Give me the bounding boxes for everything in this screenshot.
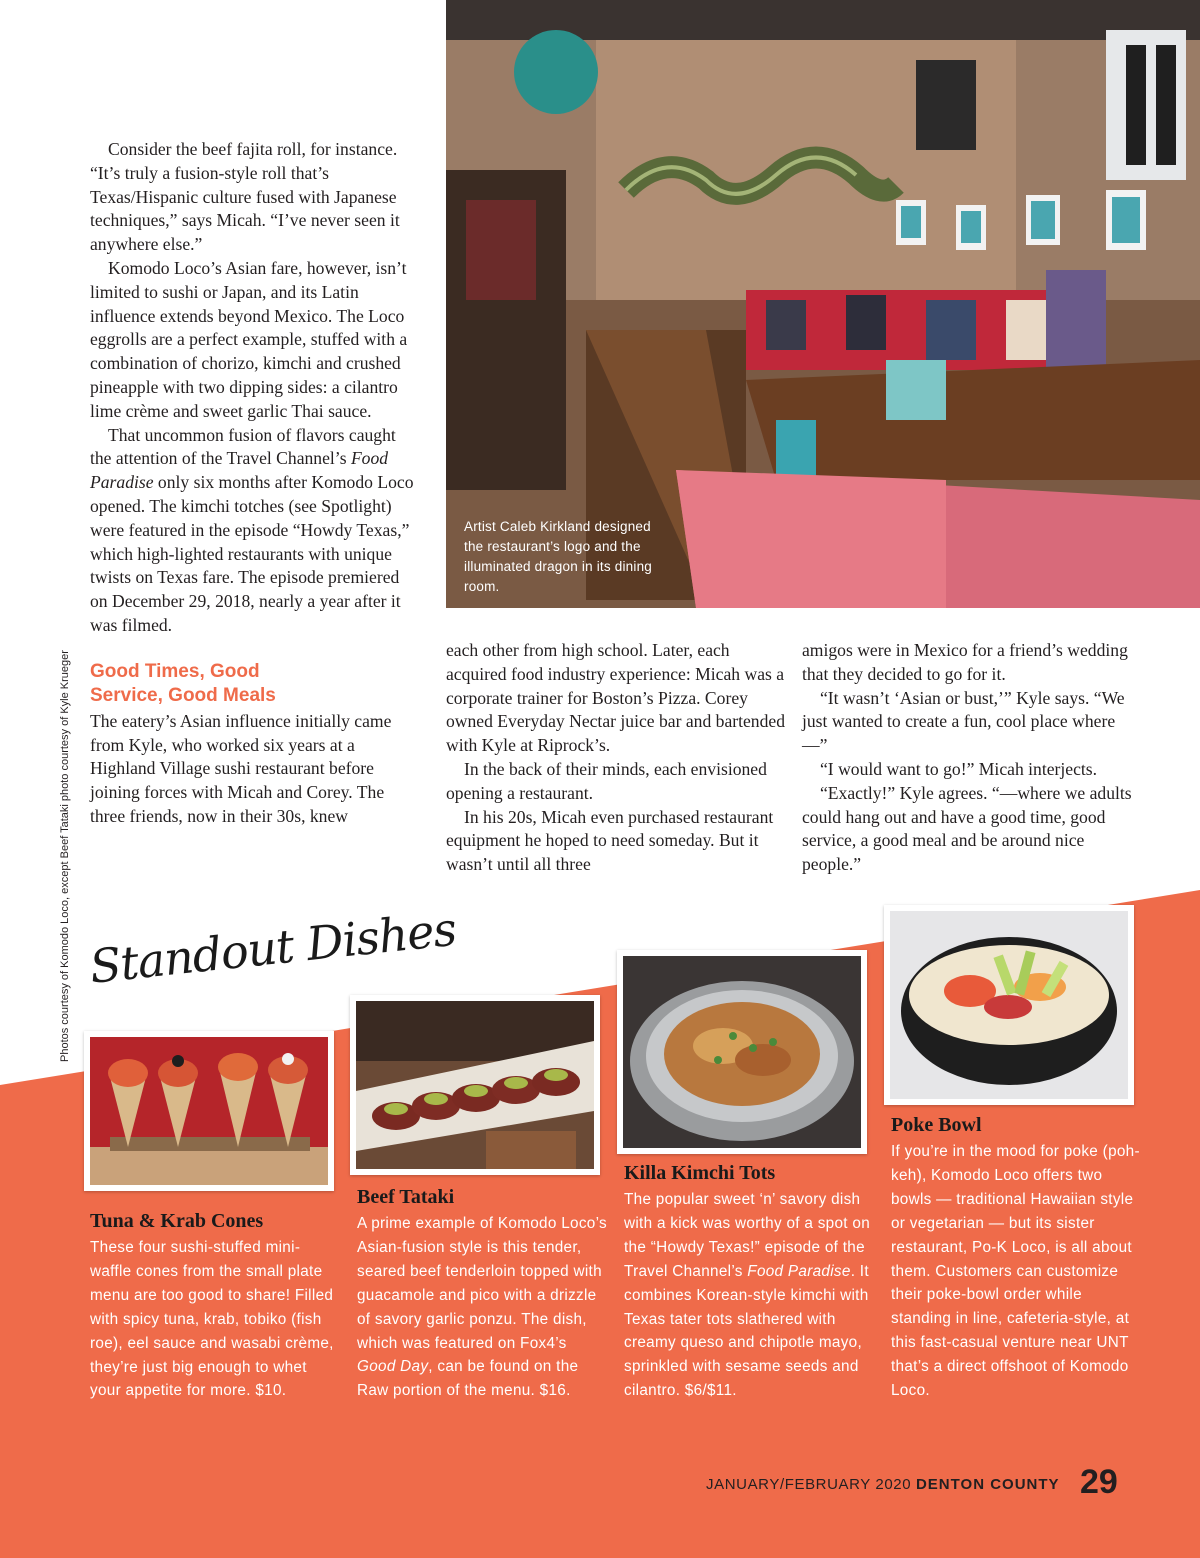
- paragraph: each other from high school. Later, each acquired food industry experience: Micah was a corporate trainer for Boston’s Pizza. Corey owned Everyday Nectar juice bar and bartended with Kyle at Riprock’s.: [446, 640, 786, 756]
- paragraph: In his 20s, Micah even purchased restaurant equipment he hoped to need someday. But it wasn’t until all three: [446, 806, 774, 875]
- issue-date: JANUARY/FEBRUARY 2020: [706, 1476, 912, 1493]
- paragraph: Komodo Loco’s Asian fare, however, isn’t limited to sushi or Japan, and its Latin influence extends beyond Mexico. The Loco eggrolls are a perfect example, stuffed with a combination of chorizo, kimchi and crushed pineapple with two dipping sides: a cilantro lime crème and sweet garlic Thai sauce.: [90, 257, 408, 421]
- beef-tataki-photo: [350, 995, 600, 1175]
- dish-title-poke-bowl: Poke Bowl: [891, 1114, 982, 1136]
- article-column-2: [446, 639, 786, 877]
- dish-description-poke-bowl: If you’re in the mood for poke (poh-keh), Komodo Loco offers two bowls — traditional Hawaiian style or vegetarian — but its sister restaurant, Po-K Loco, is all about them. Customers can customize their poke-bowl order while standing in line, cafeteria-style, at this fast-casual venture near UNT that’s a direct offshoot of Komodo Loco.: [891, 1143, 1140, 1400]
- killa-kimchi-tots-photo: [617, 950, 867, 1154]
- paragraph: amigos were in Mexico for a friend’s wedding that they decided to go for it.: [802, 640, 1128, 684]
- page-number: 29: [1080, 1463, 1118, 1501]
- paragraph: In the back of their minds, each envisioned opening a restaurant.: [446, 758, 767, 803]
- standout-dishes-title: Standout Dishes: [87, 901, 459, 994]
- paragraph: Consider the beef fajita roll, for instance. “It’s truly a fusion-style roll that’s Texas/Hispanic culture fused with Japanese techniques,” says Micah. “I’ve never seen it anywhere else.”: [90, 139, 400, 255]
- paragraph: That uncommon fusion of flavors caught the attention of the Travel Channel’s Food Paradise only six months after Komodo Loco opened. The kimchi totches (see Spotlight) were featured in the episode “Howdy Texas,” which high-lighted restaurants with unique twists on Texas fare. The episode premiered on December 29, 2018, nearly a year after it was filmed.: [90, 424, 414, 635]
- photo-caption: Artist Caleb Kirkland designed the restaurant’s logo and the illuminated dragon in its dining room.: [464, 519, 653, 594]
- article-column-3: [802, 639, 1132, 877]
- dish-description-tuna-krab-cones: These four sushi-stuffed mini-waffle cones from the small plate menu are too good to share! Filled with spicy tuna, krab, tobiko (fish roe), eel sauce and wasabi crème, they’re just big enough to whet your appetite for more. $10.: [90, 1239, 334, 1400]
- paragraph: “It wasn’t ‘Asian or bust,’” Kyle says. “We just wanted to create a fun, cool place where—”: [802, 687, 1125, 756]
- publication-name: DENTON COUNTY: [915, 1476, 1060, 1493]
- show-title: Food Paradise: [90, 448, 389, 493]
- dish-description-beef-tataki: A prime example of Komodo Loco’s Asian-fusion style is this tender, seared beef tenderloin topped with guacamole and pico with a drizzle of savory garlic ponzu. The dish, which was featured on Fox4’s Good Day, can be found on the Raw portion of the menu. $16.: [357, 1215, 607, 1400]
- paragraph: “I would want to go!” Micah interjects.: [820, 758, 1098, 779]
- article-column-1: [90, 138, 420, 829]
- photo-credit: Photos courtesy of Komodo Loco, except Beef Tataki photo courtesy of Kyle Krueger: [59, 650, 71, 1062]
- paragraph: The eatery’s Asian influence initially came from Kyle, who worked six years at a Highland Village sushi restaurant before joining forces with Micah and Corey. The three friends, now in their 30s, knew: [90, 710, 392, 826]
- dish-title-beef-tataki: Beef Tataki: [357, 1186, 455, 1208]
- tuna-krab-cones-photo: [84, 1031, 334, 1191]
- dish-title-killa-kimchi-tots: Killa Kimchi Tots: [624, 1162, 776, 1184]
- poke-bowl-photo: [884, 905, 1134, 1105]
- section-subheading: Good Times, Good Service, Good Meals: [90, 660, 276, 706]
- paragraph: “Exactly!” Kyle agrees. “—where we adults could hang out and have a good time, good service, a good meal and be around nice people.”: [802, 782, 1132, 875]
- dish-description-killa-kimchi-tots: The popular sweet ‘n’ savory dish with a kick was worthy of a spot on the “Howdy Texas!” episode of the Travel Channel’s Food Paradise. It combines Korean-style kimchi with Texas tater tots slathered with creamy queso and chipotle mayo, sprinkled with sesame seeds and cilantro. $6/$11.: [624, 1191, 871, 1400]
- page-footer: [706, 1476, 1060, 1493]
- dish-title-tuna-krab-cones: Tuna & Krab Cones: [90, 1210, 264, 1232]
